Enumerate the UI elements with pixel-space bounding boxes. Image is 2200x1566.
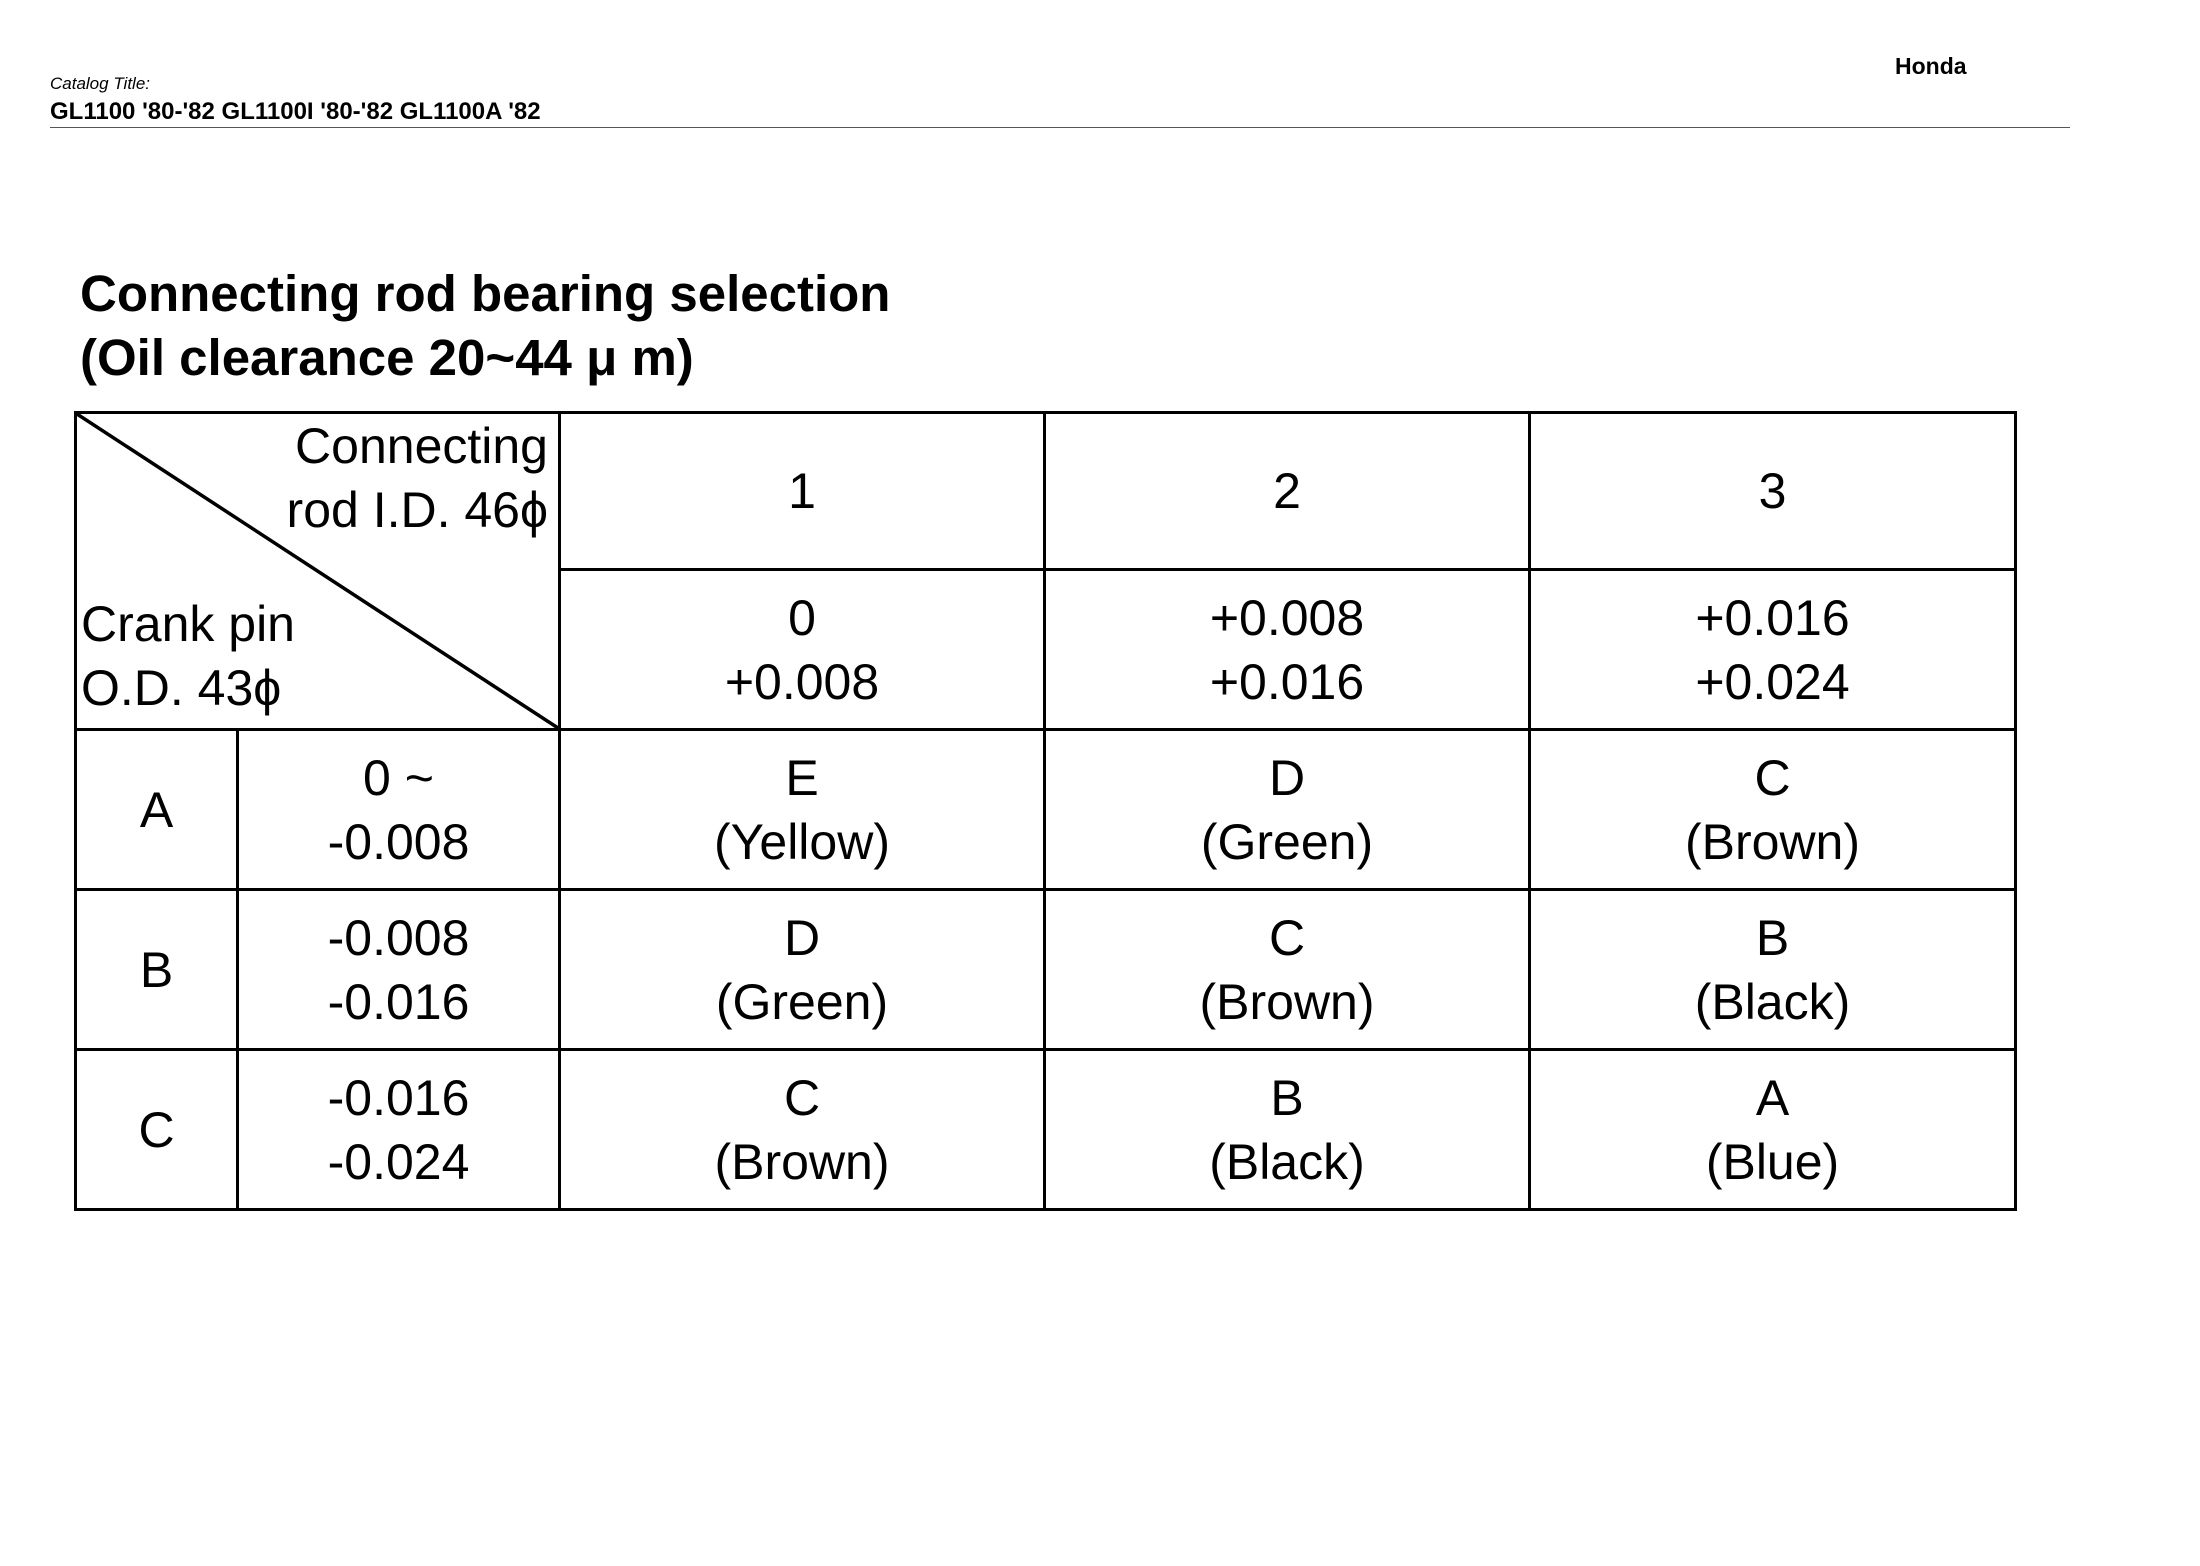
bearing-cell (560, 890, 1045, 1050)
bearing-selection-table (74, 411, 2017, 1211)
rod-range-2-line-2: +0.016 (1209, 653, 1365, 710)
bearing-grade: B (1755, 909, 1790, 966)
crank-pin-od-label (81, 592, 295, 720)
title-line-2: (Oil clearance 20~44 μ m) (80, 329, 694, 386)
header-divider (50, 127, 2070, 128)
rod-range-3 (1530, 570, 2016, 730)
bearing-grade: C (1754, 749, 1791, 806)
crank-pin-range-line-2: -0.008 (327, 813, 470, 870)
connecting-rod-id-label (287, 414, 548, 542)
crank-pin-code: A (76, 730, 238, 890)
rod-code-3: 3 (1530, 413, 2016, 570)
table-row (76, 730, 2016, 890)
bearing-color: (Green) (1200, 813, 1374, 870)
rod-range-3-line-2: +0.024 (1695, 653, 1850, 710)
bearing-grade: C (783, 1069, 821, 1126)
bearing-color: (Brown) (1684, 813, 1861, 870)
rod-code-1: 1 (560, 413, 1045, 570)
brand-name: Honda (1895, 53, 1967, 79)
bearing-cell (1045, 890, 1530, 1050)
bearing-grade: A (1755, 1069, 1790, 1126)
crank-pin-range-line-2: -0.024 (327, 1133, 470, 1190)
bearing-grade: B (1270, 1069, 1304, 1126)
page-title (80, 262, 890, 390)
crank-pin-range-line-1: 0 ~ (363, 749, 434, 806)
bearing-color: (Brown) (714, 1133, 890, 1190)
bearing-cell (560, 1050, 1045, 1210)
bearing-cell (1045, 1050, 1530, 1210)
bearing-color: (Green) (715, 973, 889, 1030)
rod-range-1 (560, 570, 1045, 730)
title-line-1: Connecting rod bearing selection (80, 265, 891, 322)
bearing-cell (1530, 1050, 2016, 1210)
corner-bottom-line-1: Crank pin (81, 596, 295, 652)
corner-bottom-line-2: O.D. 43ϕ (81, 660, 282, 716)
bearing-grade: C (1268, 909, 1306, 966)
rod-range-1-line-1: 0 (788, 589, 816, 646)
crank-pin-range (238, 730, 560, 890)
bearing-cell (1530, 730, 2016, 890)
bearing-cell (1045, 730, 1530, 890)
crank-pin-range-line-2: -0.016 (327, 973, 470, 1030)
crank-pin-range-line-1: -0.008 (327, 909, 470, 966)
corner-top-line-2: rod I.D. 46ϕ (286, 482, 548, 538)
crank-pin-range (238, 1050, 560, 1210)
rod-range-2-line-1: +0.008 (1209, 589, 1365, 646)
table-row (76, 890, 2016, 1050)
header-row-codes (76, 413, 2016, 570)
bearing-grade: E (785, 749, 819, 806)
rod-range-1-line-2: +0.008 (724, 653, 880, 710)
crank-pin-code: C (76, 1050, 238, 1210)
bearing-color: (Yellow) (713, 813, 890, 870)
crank-pin-range (238, 890, 560, 1050)
rod-code-2: 2 (1045, 413, 1530, 570)
bearing-color: (Brown) (1199, 973, 1375, 1030)
crank-pin-range-line-1: -0.016 (327, 1069, 470, 1126)
bearing-grade: D (783, 909, 821, 966)
bearing-color: (Black) (1694, 973, 1851, 1030)
corner-top-line-1: Connecting (295, 418, 548, 474)
corner-header-cell (76, 413, 560, 730)
bearing-color: (Black) (1209, 1133, 1365, 1190)
table-row (76, 1050, 2016, 1210)
bearing-color: (Blue) (1705, 1133, 1840, 1190)
catalog-title: GL1100 '80-'82 GL1100I '80-'82 GL1100A '82 (50, 98, 541, 125)
rod-range-3-line-1: +0.016 (1695, 589, 1850, 646)
bearing-grade: D (1268, 749, 1306, 806)
bearing-cell (1530, 890, 2016, 1050)
crank-pin-code: B (76, 890, 238, 1050)
catalog-title-label: Catalog Title: (50, 74, 151, 93)
bearing-cell (560, 730, 1045, 890)
rod-range-2 (1045, 570, 1530, 730)
